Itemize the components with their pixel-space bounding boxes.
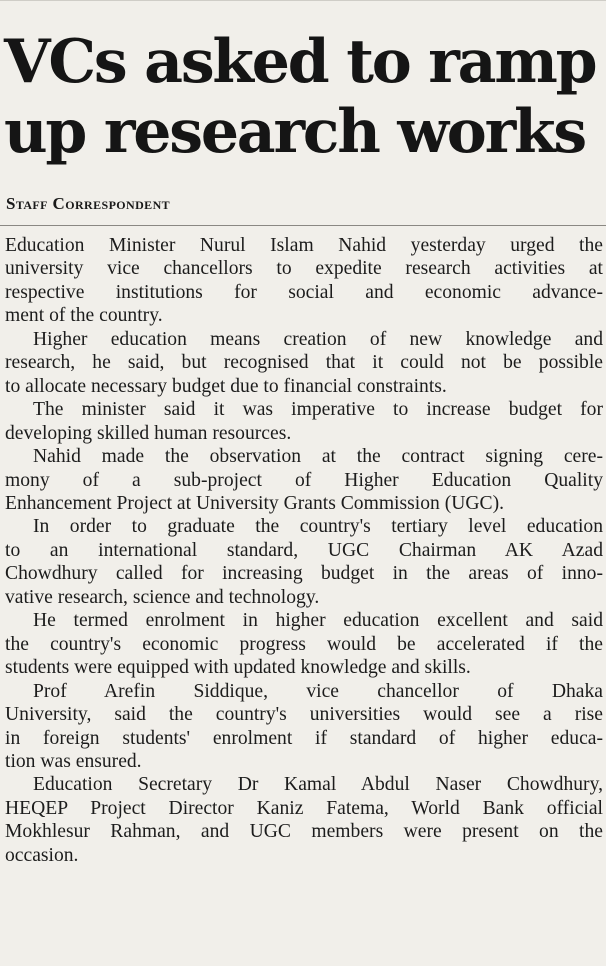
article-line: Education Minister Nurul Islam Nahid yesterday urged the [5,235,603,256]
article-line: Nahid made the observation at the contract signing cere- [33,446,603,468]
article-body [5,234,603,867]
article-paragraph [5,328,603,398]
article-line: ment of the country. [5,305,163,327]
article-paragraph [5,398,603,445]
article-line: HEQEP Project Director Kaniz Fatema, World Bank official [5,797,603,819]
article-line: university vice chancellors to expedite research activities at [5,258,603,280]
article-line: He termed enrolment in higher education excellent and said [33,610,603,632]
article-line: research, he said, but recognised that it could not be possible [5,352,603,374]
article-line: University, said the country's universities would see a rise [5,704,603,726]
article-paragraph [5,680,603,774]
article-line: Mokhlesur Rahman, and UGC members were present on the [5,821,603,843]
article-paragraph [5,515,603,609]
byline: Staff Correspondent [6,194,171,213]
headline-line: up research works [4,97,585,167]
article-paragraph [5,445,603,515]
article-line: to allocate necessary budget due to financial constraints. [5,375,447,397]
article-line: The minister said it was imperative to increase budget for [33,399,603,421]
article-line: tion was ensured. [5,750,142,772]
article-line: the country's economic progress would be accelerated if the [5,633,603,655]
article-line: to an international standard, UGC Chairman AK Azad [5,539,603,561]
article-line: occasion. [5,844,79,866]
article-line: vative research, science and technology. [5,586,320,608]
article-line: respective institutions for social and economic advance- [5,281,603,303]
article-paragraph [5,773,603,867]
article-line: developing skilled human resources. [5,422,292,444]
article-paragraph [5,234,603,328]
byline-divider [0,225,606,226]
headline [4,27,604,167]
article-line: Education Secretary Dr Kamal Abdul Naser Chowdhury, [33,774,603,796]
article-line: students were equipped with updated knowledge and skills. [5,657,471,679]
headline-line: VCs asked to ramp [4,27,596,97]
article-line: Prof Arefin Siddique, vice chancellor of Dhaka [33,680,603,702]
article-line: mony of a sub-project of Higher Education Quality [5,469,603,491]
article-line: Chowdhury called for increasing budget in the areas of inno- [5,563,603,585]
article-line: Higher education means creation of new knowledge and [33,328,603,350]
article-line: in foreign students' enrolment if standard of higher educa- [5,727,603,749]
article-line: Enhancement Project at University Grants Commission (UGC). [5,492,505,514]
article-line: In order to graduate the country's tertiary level education [33,516,603,538]
article-paragraph [5,609,603,679]
